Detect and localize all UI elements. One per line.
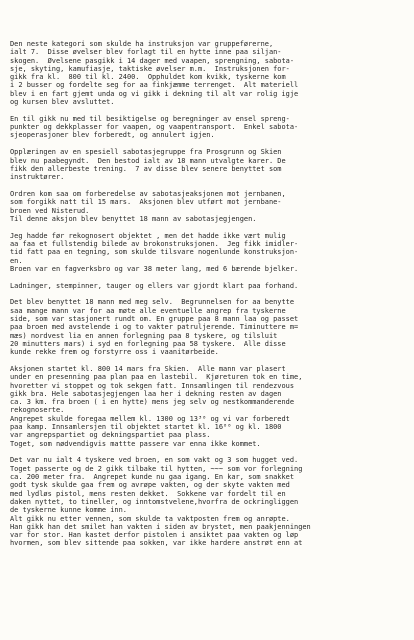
text-line: aa faa et fullstendig bilede av brokonstruksjonen. Jeg fikk imidler- [10, 239, 299, 248]
text-line: Broen var en fagverksbro og var 38 meter lang, med 6 bærende bjelker. [10, 264, 299, 273]
text-line: Det var nu ialt 4 tyskere ved broen, en som vakt og 3 som hugget ved. [10, 456, 299, 465]
text-line: Aksjonen startet kl. 800 14 mars fra Skien. Alle mann var plasert [10, 365, 286, 373]
text-line: de tyskerne kunne komme inn. [10, 506, 127, 515]
text-line: i 2 busser og fordelte seg for aa finkjæmme terrenget. Alt materiell [10, 81, 299, 90]
text-line: fikk den allerbeste trening. 7 av disse blev senere benyttet som [10, 164, 282, 173]
paragraph [10, 298, 400, 356]
text-line: gikk bra. Hele sabotasjegjengen laa her i dekning resten av dagen [10, 389, 282, 398]
text-line: Toget, som nødvendigvis mattte passere var enna ikke kommet. [10, 439, 261, 448]
text-line: daken nyttet, to tineller, og inntomstvelene,hvorfra de ockringliggen [10, 497, 299, 506]
text-line: var angrepspartiet og dekningspartiet paa plass. [10, 431, 211, 440]
text-line: en. [10, 256, 23, 265]
text-line: punkter og dekkplasser for vaapen, og vaapentransport. Enkel sabota- [10, 123, 299, 132]
text-line: og kursen blev avsluttet. [10, 98, 115, 107]
text-line: blev i en fart gjemt unda og vi gikk i dekning til alt var rolig igje [10, 89, 299, 98]
text-line: som forgikk natt til 15 mars. Aksjonen blev utført mot jernbane- [10, 198, 282, 207]
text-line: Jeg hadde før rekognosert objektet , men det hadde ikke vært mulig [10, 231, 286, 240]
text-line: var for stor. Han kastet derfor pistolen i ansiktet paa vakten og løp [10, 531, 299, 540]
text-line: sjeoperasjoner blev forberedt, og annulert igjen. [10, 131, 215, 140]
text-line: Toget passerte og de 2 gikk tilbake til hytten, ~~~ som vor forlegning [10, 464, 303, 473]
text-line: En til gikk nu med til besiktigelse og beregninger av ensel spreng- [10, 114, 290, 123]
text-line: broen ved Nisterud. [10, 206, 90, 215]
text-line: mæs) nordvest lia en annen forlegning paa 8 tyskere, og tilsluit [10, 331, 278, 340]
text-line: Ladninger, stempinner, tauger og ellers var gjordt klart paa forhand. [10, 281, 299, 290]
text-line: side, som var stasjonert rundt om. En gruppe paa 8 mann laa og passet [10, 315, 299, 324]
text-line: med lydløs pistol, mens resten dekket. Sokkene var fordelt til en [10, 489, 286, 498]
paragraph [10, 365, 400, 448]
paragraph [10, 190, 400, 223]
paragraph [10, 115, 400, 140]
text-line: hvoretter vi stoppet og tok sekgen fatt. Innsamlingen til rendezvous [10, 381, 295, 390]
text-line: Angrepet skulde foregaa mellem kl. 1300 og 13³⁰ og vi var forberedt [10, 414, 290, 423]
text-line: gikk fra kl. 800 til kl. 2400. Opphuldet kom kvikk, tyskerne kom [10, 73, 286, 82]
text-line: saa mange mann var for aa møte alle eventuelle angrep fra tyskerne [10, 306, 286, 315]
text-line: ialt 7. Disse øvelser blev forlagt til en hytte inne paa siljan- [10, 48, 282, 57]
paragraph [10, 40, 400, 106]
text-line: Ordren kom saa om forberedelse av sabotasjeaksjonen mot jernbanen, [10, 189, 286, 198]
text-line: Alt gikk nu etter vennen, som skulde ta vaktposten frem og anrøpte. [10, 514, 290, 523]
paragraph [10, 282, 400, 290]
text-line: kunde rekke frem og forstyrre oss i vaanitørbeide. [10, 348, 219, 357]
paragraph [10, 148, 400, 181]
text-line: hvormen, som blev sittende paa sokken, var ikke hardere anstrøt enn at [10, 539, 303, 548]
text-line: ca. 200 meter fra. Angrepet kunde nu gaa igang. En kar, som snakket [10, 473, 295, 482]
text-line: skogen. Øvelsene pasgikk i 14 dager med vaapen, sprengning, sabota- [10, 56, 295, 65]
text-line: instruktører. [10, 173, 65, 182]
text-line: under en presenning paa plan paa en lastebil. Kjøreturen tok en time, [10, 373, 303, 382]
text-line: ca. 3 km. fra broen ( i en hytte) mens jeg selv og nestkommanderende [10, 398, 295, 407]
paragraph [10, 232, 400, 273]
text-line: 20 minutters mars) i syd en forlegning paa 58 tyskere. Alle disse [10, 339, 286, 348]
text-line: sje, skyting, kamufiasje, taktiske øvelser m.m. Instruksjonen for- [10, 64, 290, 73]
paragraph [10, 456, 400, 547]
text-line: Til denne aksjon blev benyttet 18 mann av sabotasjegjengen. [10, 214, 257, 223]
text-line: Opplæringen av en spesiell sabotasjegruppe fra Prosgrunn og Skien [10, 148, 282, 157]
text-line: Han gikk han det smilet han vakten i siden av brystet, men paakjenningen [10, 522, 311, 531]
text-line: rekognoserte. [10, 406, 65, 415]
text-line: Den neste kategori som skulde ha instruksjon var gruppeførerne, [10, 40, 274, 48]
text-line: Det blev benyttet 18 mann med meg selv. Begrunnelsen for aa benytte [10, 298, 295, 307]
text-line: godt tysk skulde gaa frem og avrøpe vakten, og der skyte vakten med [10, 481, 290, 490]
text-line: paa broen med avstelende i og to vakter patruljerende. Timinuttere m= [10, 323, 299, 332]
text-line: tid fatt paa en tegning, som skulde tilsvare nogenlunde konstruksjon- [10, 248, 299, 257]
text-line: blev nu paabegyndt. Den bestod ialt av 18 mann utvalgte karer. De [10, 156, 286, 165]
text-line: paa kamp. Innsamlersjen til objektet startet kl. 16⁰⁰ og kl. 1800 [10, 423, 282, 432]
